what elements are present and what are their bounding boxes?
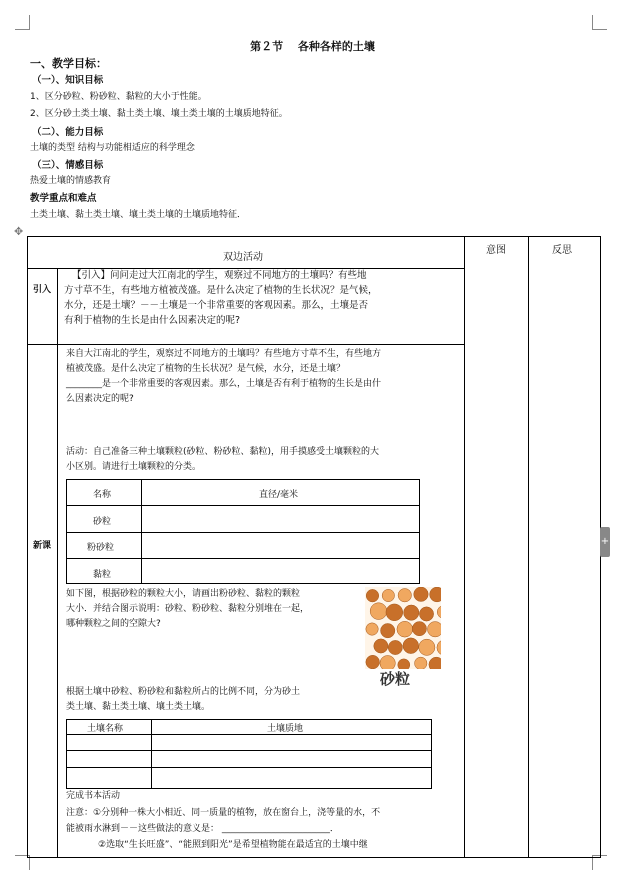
sand-grain [398,659,410,669]
sand-grain [403,638,419,654]
move-handle-icon[interactable]: ✥ [14,225,24,238]
crop-mark-top-left [15,15,30,30]
key-text: 土类土壤、黏土类土壤、壤土类土壤的土壤质地特征． [30,210,247,220]
key-heading: 教学重点和难点 [30,193,97,204]
note-line: 注意：①分别种一株大小相近、同一质量的植物，放在窗台上，浇等量的水，不 [66,808,381,818]
activity-line: 小区别。请进行土壤颗粒的分类。 [66,462,202,472]
sand-grain [419,607,433,621]
knowledge-heading: （一）、知识目标 [32,75,104,86]
ability-text: 土壤的类型 结构与功能相适应的科学理念 [30,143,195,153]
sand-grain [388,640,402,654]
grain-row-label: 粉砂粒 [87,543,115,553]
sand-grain [380,655,395,669]
emotion-heading: （三）、情感目标 [32,160,104,171]
emotion-text: 热爱土壤的情感教育 [30,176,112,186]
intro-line: 方寸草不生，有些地方植被茂盛。是什么决定了植物的生长状况？是气候， [64,285,378,296]
grain-header-diameter: 直径/毫米 [259,490,299,500]
ability-heading: （二）、能力目标 [32,127,104,138]
new-line: 植被茂盛。是什么决定了植物的生长状况？是气候，水分，还是土壤？ [66,364,346,374]
sand-grain [415,657,427,669]
note-line: 能被雨水淋到－－这些做法的意义是： ________________________． [66,824,339,834]
lesson-table [27,236,601,858]
sand-grain-image [365,587,441,669]
soil-table [66,719,432,789]
new-line: ________是一个非常重要的客观因素。那么，土壤是否有利于植物的生长是由什 [66,379,382,389]
sand-grain [397,621,413,637]
objectives-heading: 一、教学目标： [30,57,107,70]
col-activity-header: 双边活动 [223,252,263,263]
soil-header-name: 土壤名称 [87,724,124,734]
sand-grain [366,623,378,635]
sand-grain [414,587,428,601]
sand-grain [427,622,441,637]
sand-grain [398,589,411,602]
col-intent-header: 意图 [486,245,506,256]
sand-grain [412,622,426,636]
col-reflect-header: 反思 [552,245,572,256]
book-heading: 完成书本活动 [66,791,121,801]
figure-line: 如下图，根据砂粒的颗粒大小，请画出粉砂粒、黏粒的颗粒 [66,589,301,599]
intro-line: 有利于植物的生长是由什么因素决定的呢? [64,315,241,326]
soil-header-quality: 土壤质地 [267,724,304,734]
grain-row-label: 黏粒 [93,570,112,580]
activity-line: 活动：自己准备三种土壤颗粒(砂粒、粉砂粒、黏粒)，用手摸感受土壤颗粒的大 [66,447,380,457]
sand-grain [366,655,380,669]
grain-table [66,479,420,584]
grain-row-label: 砂粒 [93,517,112,527]
row-intro-label: 引入 [33,285,52,295]
intro-line: 水分，还是土壤？－－土壤是一个非常重要的客观因素。那么，土壤是否 [64,300,369,311]
sand-grain [370,603,387,620]
new-line: 来自大江南北的学生，观察过不同地方的土壤吗？有些地方寸草不生，有些地方 [66,349,382,359]
intro-line: 【引入】问问走过大江南北的学生，观察过不同地方的土壤吗？有些地 [72,270,367,281]
row-new-label: 新课 [33,541,52,551]
sand-grain [374,639,388,653]
sand-grain [381,623,395,637]
side-expand-tab[interactable]: + [600,527,610,557]
sand-grain [382,589,394,601]
sand-grain [366,589,379,602]
crop-mark-top-right [592,15,607,30]
soil-line: 根据土壤中砂粒、粉砂粒和黏粒所占的比例不同，分为砂土 [66,687,301,697]
knowledge-item: 2、区分砂土类土壤、黏土类土壤、壤土类土壤的土壤质地特征。 [30,109,288,119]
sand-grain [419,639,435,655]
figure-line: 大小．并结合图示说明：砂粒、粉砂粒、黏粒分别堆在一起， [66,604,310,614]
grain-header-name: 名称 [93,490,112,500]
knowledge-item: 1、区分砂粒、粉砂粒、黏粒的大小于性能。 [30,92,207,102]
sand-grain [404,605,419,620]
page-title: 第２节 各种各样的土壤 [250,40,375,53]
new-line: 么因素决定的呢? [66,394,134,404]
figure-caption: 砂粒 [380,670,411,688]
figure-line: 哪种颗粒之间的空隙大? [66,619,161,629]
soil-line: 类土壤、黏土类土壤、壤土类土壤。 [66,702,211,712]
sand-grain [386,604,403,621]
note-line: ②选取“生长旺盛”、“能照到阳光”是希望植物能在最适宜的土壤中继 [98,840,368,850]
